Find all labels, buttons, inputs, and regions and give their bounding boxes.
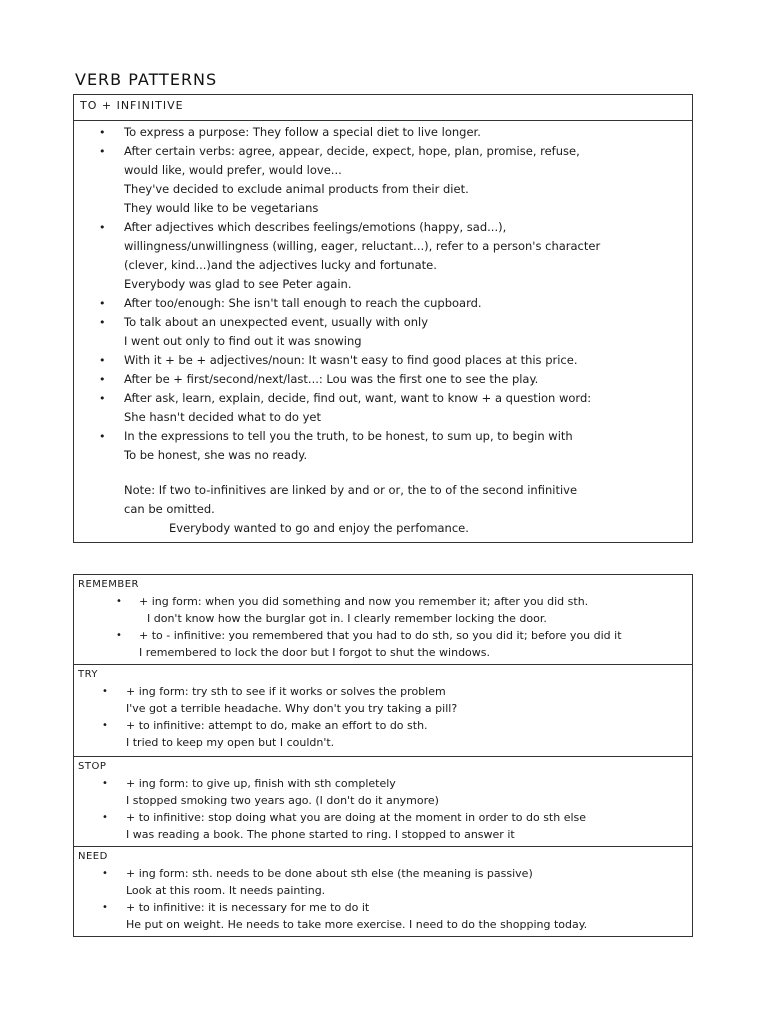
example-line: Everybody was glad to see Peter again. xyxy=(124,277,352,291)
bullet-icon: • xyxy=(102,868,108,879)
list-item: • After adjectives which describes feelings/emotions (happy, sad...), xyxy=(74,218,692,237)
section-label: STOP xyxy=(78,761,107,772)
list-item: • After be + first/second/next/last...: Lou was the first one to see the play. xyxy=(74,370,692,389)
example-line: I remembered to lock the door but I forgot to shut the windows. xyxy=(139,646,491,659)
list-item: • To talk about an unexpected event, usually with only xyxy=(74,313,692,332)
list-item: • After certain verbs: agree, appear, decide, expect, hope, plan, promise, refuse, xyxy=(74,142,692,161)
bullet-icon: • xyxy=(102,720,108,731)
gerund-infinitive-box xyxy=(73,574,693,937)
example-line: They would like to be vegetarians xyxy=(124,201,319,215)
example-line: Look at this room. It needs painting. xyxy=(126,884,326,897)
list-item: • + ing form: sth. needs to be done about sth else (the meaning is passive) xyxy=(102,867,533,880)
list-item-continuation: would like, would prefer, would love... xyxy=(124,163,342,177)
list-item: • + ing form: try sth to see if it works or solves the problem xyxy=(102,685,446,698)
bullet-icon: • xyxy=(99,145,106,158)
bullet-icon: • xyxy=(116,596,122,607)
note-text: can be omitted. xyxy=(124,502,215,516)
list-item: • With it + be + adjectives/noun: It wasn't easy to find good places at this price. xyxy=(74,351,692,370)
example-line: I've got a terrible headache. Why don't you try taking a pill? xyxy=(126,702,458,715)
bullet-icon: • xyxy=(99,430,106,443)
example-line: I went out only to find out it was snowing xyxy=(124,334,362,348)
note-example: Everybody wanted to go and enjoy the perfomance. xyxy=(169,521,469,535)
list-item: • + ing form: to give up, finish with sth completely xyxy=(102,777,396,790)
bullet-icon: • xyxy=(99,297,106,310)
section-label: TRY xyxy=(78,669,99,680)
bullet-icon: • xyxy=(99,392,106,405)
to-infinitive-box xyxy=(73,94,693,543)
bullet-icon: • xyxy=(99,221,106,234)
example-line: He put on weight. He needs to take more exercise. I need to do the shopping today. xyxy=(126,918,588,931)
list-item: • In the expressions to tell you the truth, to be honest, to sum up, to begin with xyxy=(74,427,692,446)
example-line: To be honest, she was no ready. xyxy=(124,448,308,462)
list-item: • + to - infinitive: you remembered that you had to do sth, so you did it; before you did it xyxy=(116,629,622,642)
list-item: • + to infinitive: attempt to do, make an effort to do sth. xyxy=(102,719,428,732)
bullet-icon: • xyxy=(99,316,106,329)
section-try xyxy=(74,665,692,757)
example-line: I stopped smoking two years ago. (I don't do it anymore) xyxy=(126,794,439,807)
list-item: • + to infinitive: stop doing what you are doing at the moment in order to do sth else xyxy=(102,811,587,824)
section-label: NEED xyxy=(78,851,108,862)
bullet-icon: • xyxy=(99,354,106,367)
list-item: • After ask, learn, explain, decide, find out, want, want to know + a question word: xyxy=(74,389,692,408)
page-title: VERB PATTERNS xyxy=(75,70,218,89)
example-line: They've decided to exclude animal products from their diet. xyxy=(124,182,469,196)
bullet-icon: • xyxy=(116,630,122,641)
bullet-icon: • xyxy=(102,902,108,913)
list-item: • + to infinitive: it is necessary for me to do it xyxy=(102,901,370,914)
to-infinitive-list xyxy=(74,121,692,538)
bullet-icon: • xyxy=(102,812,108,823)
bullet-icon: • xyxy=(102,778,108,789)
list-item: • To express a purpose: They follow a special diet to live longer. xyxy=(74,123,692,142)
bullet-icon: • xyxy=(99,373,106,386)
example-line: She hasn't decided what to do yet xyxy=(124,410,321,424)
example-line: I don't know how the burglar got in. I clearly remember locking the door. xyxy=(147,612,547,625)
list-item: • + ing form: when you did something and now you remember it; after you did sth. xyxy=(116,595,589,608)
example-line: I was reading a book. The phone started to ring. I stopped to answer it xyxy=(126,828,515,841)
list-item-continuation: (clever, kind...)and the adjectives lucky and fortunate. xyxy=(124,258,437,272)
bullet-icon: • xyxy=(102,686,108,697)
section-need xyxy=(74,847,692,936)
section-stop xyxy=(74,757,692,847)
bullet-icon: • xyxy=(99,126,106,139)
example-line: I tried to keep my open but I couldn't. xyxy=(126,736,335,749)
section-label: REMEMBER xyxy=(78,579,139,590)
to-infinitive-heading: TO + INFINITIVE xyxy=(74,95,692,121)
section-remember xyxy=(74,575,692,665)
note-text: Note: If two to-infinitives are linked by and or or, the to of the second infinitive xyxy=(124,483,578,497)
list-item-continuation: willingness/unwillingness (willing, eager, reluctant...), refer to a person's character xyxy=(124,239,601,253)
list-item: • After too/enough: She isn't tall enough to reach the cupboard. xyxy=(74,294,692,313)
